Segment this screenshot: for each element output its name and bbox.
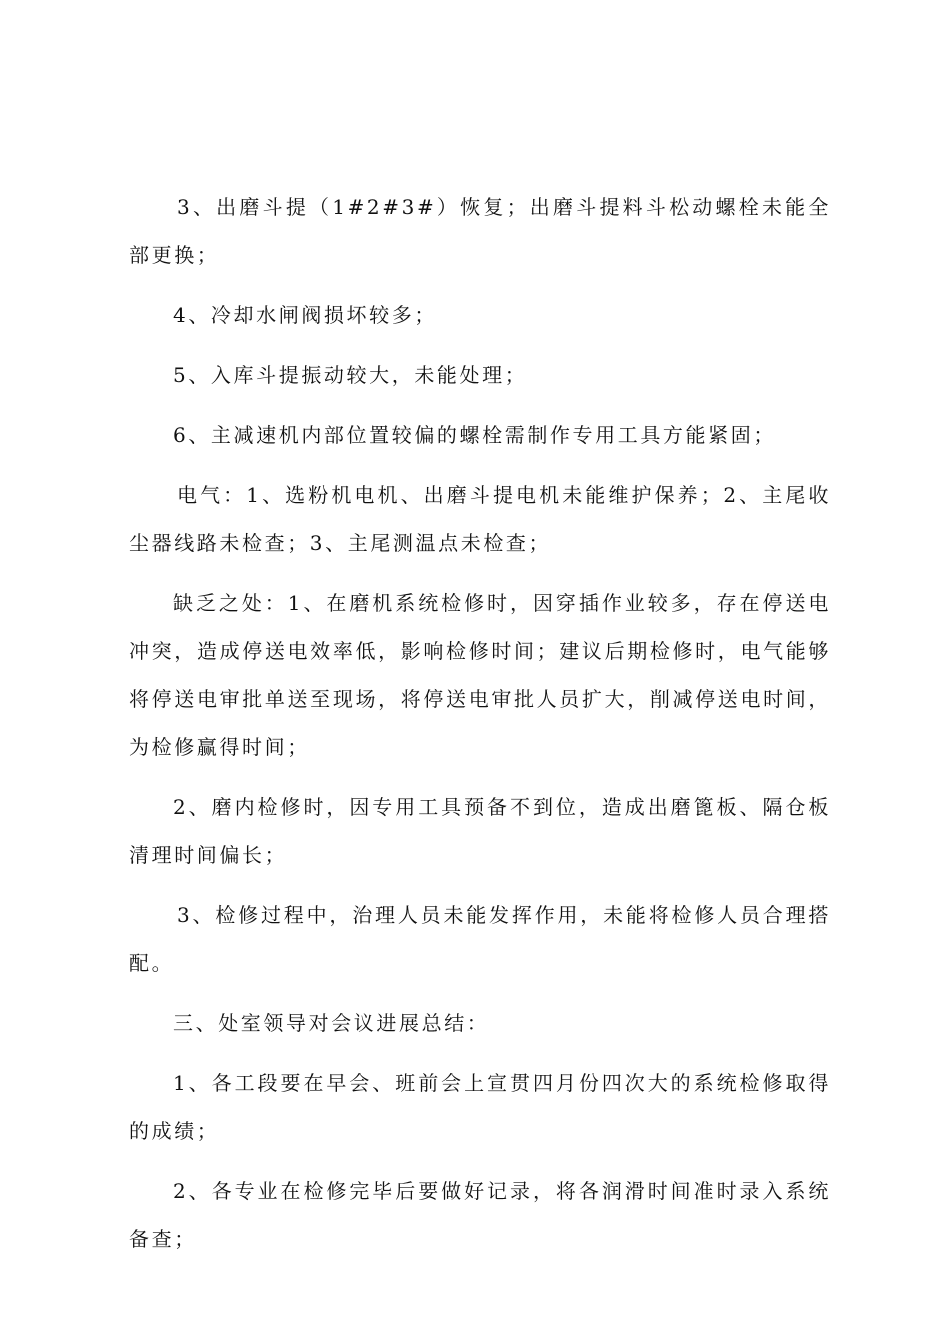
section-heading-summary: 三、处室领导对会议进展总结： [173,1011,490,1035]
paragraph-summary-1: 1、各工段要在早会、班前会上宣贯四月份四次大的系统检修取得的成绩； [129,1071,831,1143]
paragraph-shortcomings-3: 3、检修过程中，治理人员未能发挥作用，未能将检修人员合理搭配。 [129,903,831,975]
paragraph-shortcomings-2: 2、磨内检修时，因专用工具预备不到位，造成出磨篦板、隔仓板清理时间偏长； [129,795,831,867]
paragraph-silo-elevator-vibration: 5、入库斗提振动较大，未能处理； [173,363,528,387]
paragraph-cooling-valve: 4、冷却水闸阀损坏较多； [173,303,437,327]
paragraph-bucket-elevator-restore: 3、出磨斗提（1#2#3#）恢复；出磨斗提料斗松动螺栓未能全部更换； [129,195,831,267]
paragraph-reducer-bolts: 6、主减速机内部位置较偏的螺栓需制作专用工具方能紧固； [173,423,776,447]
paragraph-electrical: 电气：1、选粉机电机、出磨斗提电机未能维护保养；2、主尾收尘器线路未检查；3、主尾测温点未检查； [129,483,831,555]
paragraph-summary-2: 2、各专业在检修完毕后要做好记录，将各润滑时间准时录入系统备查； [129,1179,831,1251]
paragraph-shortcomings-1: 缺乏之处：1、在磨机系统检修时，因穿插作业较多，存在停送电冲突，造成停送电效率低，影响检修时间；建议后期检修时，电气能够将停送电审批单送至现场，将停送电审批人员扩大，削减停送电时间，为检修赢得时间； [129,591,831,759]
document-body [129,183,831,1275]
